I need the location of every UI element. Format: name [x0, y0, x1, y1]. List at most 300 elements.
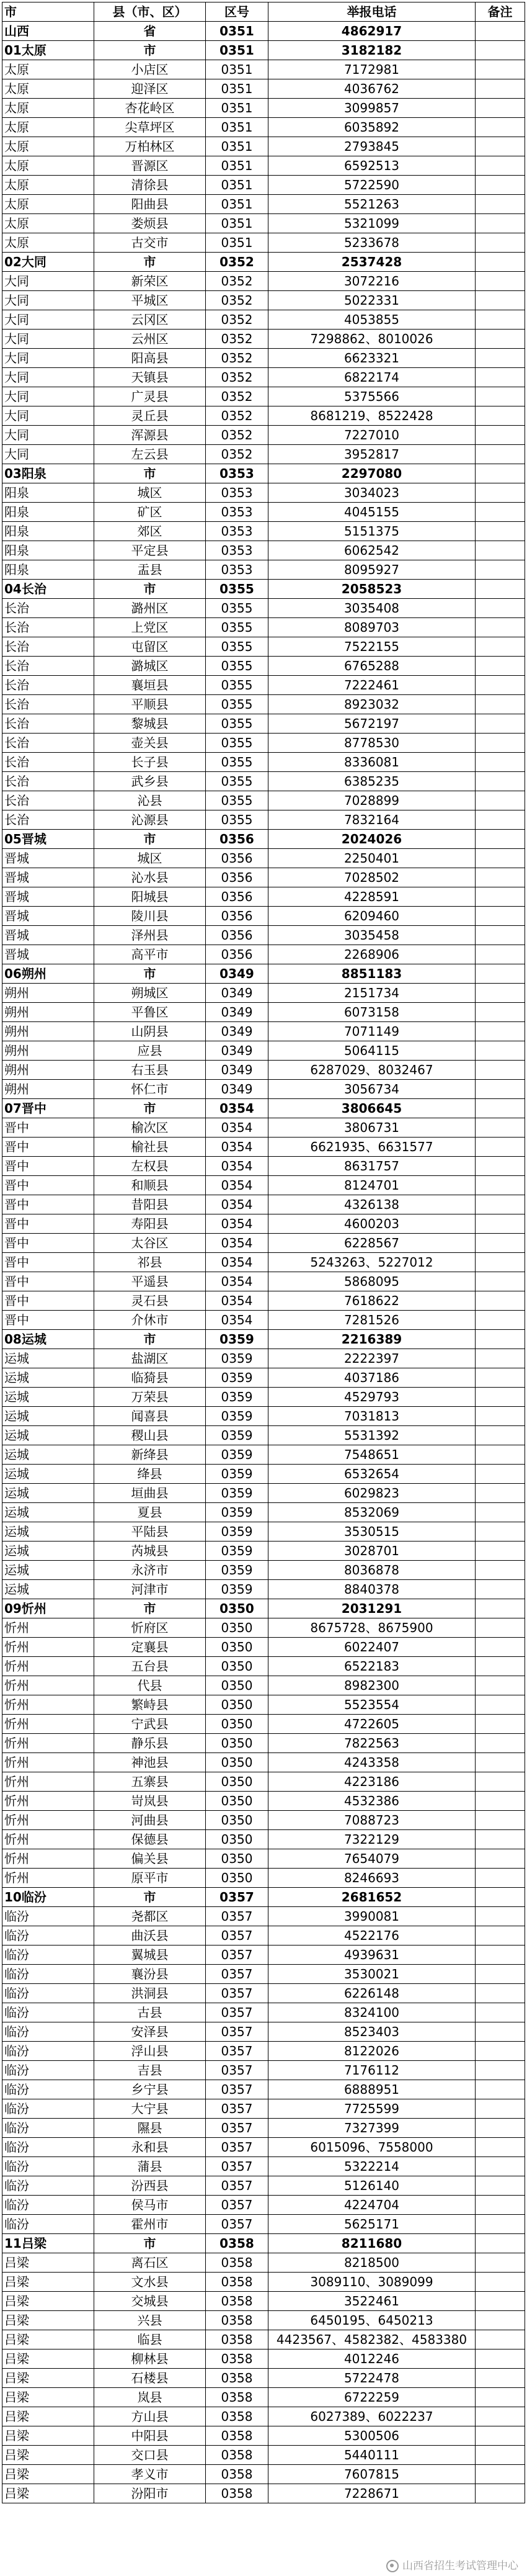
county-cell: 介休市 [94, 1311, 206, 1330]
city-cell: 晋城 [2, 868, 94, 887]
area-code-cell: 0355 [206, 657, 268, 676]
city-cell: 晋城 [2, 849, 94, 868]
city-cell: 吕梁 [2, 2349, 94, 2369]
report-phone-cell: 3990081 [268, 1907, 476, 1926]
table-row [2, 1465, 525, 1484]
city-cell: 运城 [2, 1484, 94, 1503]
county-cell: 临县 [94, 2330, 206, 2349]
county-cell: 夏县 [94, 1503, 206, 1522]
report-phone-cell: 4326138 [268, 1195, 476, 1214]
city-cell: 朔州 [2, 984, 94, 1003]
remark-cell [476, 1368, 525, 1388]
report-phone-cell: 3522461 [268, 2292, 476, 2311]
county-cell: 平顺县 [94, 695, 206, 714]
county-cell: 保德县 [94, 1830, 206, 1849]
report-phone-cell: 6022407 [268, 1638, 476, 1657]
city-cell: 忻州 [2, 1695, 94, 1715]
report-phone-cell: 5243263、5227012 [268, 1253, 476, 1272]
city-cell: 晋中 [2, 1176, 94, 1195]
header-area-code: 区号 [206, 2, 268, 22]
county-cell: 大宁县 [94, 2099, 206, 2119]
county-cell: 襄垣县 [94, 676, 206, 695]
table-row [2, 2138, 525, 2157]
county-cell: 灵丘县 [94, 406, 206, 426]
city-cell: 忻州 [2, 1849, 94, 1869]
city-cell: 大同 [2, 330, 94, 349]
city-cell: 运城 [2, 1368, 94, 1388]
county-cell: 潞城区 [94, 657, 206, 676]
city-cell: 长治 [2, 772, 94, 791]
report-phone-cell: 6722259 [268, 2388, 476, 2407]
report-phone-cell: 2151734 [268, 984, 476, 1003]
report-phone-cell: 7725599 [268, 2099, 476, 2119]
city-cell: 10临汾 [2, 1888, 94, 1907]
city-cell: 晋中 [2, 1157, 94, 1176]
report-phone-cell: 7548651 [268, 1445, 476, 1465]
remark-cell [476, 2311, 525, 2330]
report-phone-cell: 7822563 [268, 1734, 476, 1753]
report-phone-cell: 8523403 [268, 2022, 476, 2042]
table-row [2, 60, 525, 79]
county-cell: 永济市 [94, 1561, 206, 1580]
report-phone-cell: 7222461 [268, 676, 476, 695]
city-cell: 吕梁 [2, 2273, 94, 2292]
table-row [2, 2061, 525, 2080]
table-row [2, 214, 525, 233]
city-cell: 运城 [2, 1561, 94, 1580]
table-row [2, 2484, 525, 2503]
report-phone-cell: 5321099 [268, 214, 476, 233]
area-code-cell: 0358 [206, 2349, 268, 2369]
table-row [2, 1041, 525, 1061]
area-code-cell: 0355 [206, 580, 268, 599]
city-cell: 吕梁 [2, 2407, 94, 2426]
remark-cell [476, 156, 525, 176]
table-row [2, 695, 525, 714]
area-code-cell: 0349 [206, 1003, 268, 1022]
area-code-cell: 0354 [206, 1311, 268, 1330]
remark-cell [476, 887, 525, 907]
county-cell: 右玉县 [94, 1061, 206, 1080]
city-summary-row [2, 964, 525, 984]
area-code-cell: 0354 [206, 1176, 268, 1195]
table-row [2, 1965, 525, 1984]
city-cell: 晋中 [2, 1311, 94, 1330]
county-cell: 广灵县 [94, 387, 206, 406]
report-phone-cell: 8851183 [268, 964, 476, 984]
county-cell: 浑源县 [94, 426, 206, 445]
city-cell: 太原 [2, 99, 94, 118]
table-row [2, 2407, 525, 2426]
remark-cell [476, 734, 525, 753]
county-cell: 兴县 [94, 2311, 206, 2330]
report-phone-cell: 8089703 [268, 618, 476, 637]
remark-cell [476, 22, 525, 41]
report-phone-cell: 6765288 [268, 657, 476, 676]
area-code-cell: 0357 [206, 2022, 268, 2042]
area-code-cell: 0354 [206, 1214, 268, 1234]
remark-cell [476, 2273, 525, 2292]
remark-cell [476, 1041, 525, 1061]
county-cell: 万柏林区 [94, 137, 206, 156]
remark-cell [476, 60, 525, 79]
area-code-cell: 0350 [206, 1830, 268, 1849]
county-cell: 平定县 [94, 541, 206, 560]
table-row [2, 1638, 525, 1657]
report-phone-cell: 2268906 [268, 945, 476, 964]
city-cell: 运城 [2, 1388, 94, 1407]
city-cell: 大同 [2, 368, 94, 387]
report-phone-cell: 2058523 [268, 580, 476, 599]
city-cell: 吕梁 [2, 2446, 94, 2465]
remark-cell [476, 1792, 525, 1811]
table-row [2, 233, 525, 253]
report-phone-cell: 5375566 [268, 387, 476, 406]
table-row [2, 791, 525, 810]
remark-cell [476, 2061, 525, 2080]
city-cell: 09忻州 [2, 1599, 94, 1618]
county-cell: 市 [94, 41, 206, 60]
report-phone-cell: 6209460 [268, 907, 476, 926]
area-code-cell: 0355 [206, 695, 268, 714]
county-cell: 市 [94, 1888, 206, 1907]
city-cell: 临汾 [2, 2119, 94, 2138]
county-cell: 左云县 [94, 445, 206, 464]
table-row [2, 2119, 525, 2138]
area-code-cell: 0356 [206, 830, 268, 849]
remark-cell [476, 1561, 525, 1580]
city-cell: 忻州 [2, 1734, 94, 1753]
area-code-cell: 0351 [206, 156, 268, 176]
city-cell: 太原 [2, 176, 94, 195]
city-cell: 忻州 [2, 1657, 94, 1676]
area-code-cell: 0358 [206, 2253, 268, 2273]
report-phone-cell: 8218500 [268, 2253, 476, 2273]
table-row [2, 137, 525, 156]
table-row [2, 2446, 525, 2465]
remark-cell [476, 1849, 525, 1869]
remark-cell [476, 1388, 525, 1407]
report-phone-cell: 5233678 [268, 233, 476, 253]
city-cell: 04长治 [2, 580, 94, 599]
report-phone-cell: 7228671 [268, 2484, 476, 2503]
area-code-cell: 0355 [206, 772, 268, 791]
report-phone-cell: 8840378 [268, 1580, 476, 1599]
table-row [2, 445, 525, 464]
county-cell: 太谷区 [94, 1234, 206, 1253]
table-row [2, 1811, 525, 1830]
remark-cell [476, 1618, 525, 1638]
table-row [2, 2157, 525, 2176]
area-code-cell: 0357 [206, 1945, 268, 1965]
table-row [2, 1772, 525, 1792]
report-phone-cell: 7028899 [268, 791, 476, 810]
report-phone-cell: 8532069 [268, 1503, 476, 1522]
area-code-cell: 0356 [206, 868, 268, 887]
county-cell: 城区 [94, 849, 206, 868]
table-row [2, 99, 525, 118]
area-code-cell: 0354 [206, 1099, 268, 1118]
report-phone-cell: 5440111 [268, 2446, 476, 2465]
area-code-cell: 0350 [206, 1869, 268, 1888]
area-code-cell: 0352 [206, 387, 268, 406]
county-cell: 尧都区 [94, 1907, 206, 1926]
city-cell: 临汾 [2, 2157, 94, 2176]
city-cell: 阳泉 [2, 483, 94, 503]
city-cell: 长治 [2, 791, 94, 810]
city-cell: 05晋城 [2, 830, 94, 849]
report-phone-cell: 6035892 [268, 118, 476, 137]
area-code-cell: 0352 [206, 310, 268, 330]
remark-cell [476, 1753, 525, 1772]
area-code-cell: 0358 [206, 2330, 268, 2349]
remark-cell [476, 560, 525, 580]
table-row [2, 272, 525, 291]
report-phone-cell: 5022331 [268, 291, 476, 310]
city-cell: 临汾 [2, 2176, 94, 2196]
city-cell: 运城 [2, 1407, 94, 1426]
county-cell: 侯马市 [94, 2196, 206, 2215]
county-cell: 安泽县 [94, 2022, 206, 2042]
area-code-cell: 0358 [206, 2388, 268, 2407]
area-code-cell: 0355 [206, 618, 268, 637]
table-row [2, 2022, 525, 2042]
remark-cell [476, 2484, 525, 2503]
area-code-cell: 0357 [206, 2003, 268, 2022]
report-phone-cell: 8681219、8522428 [268, 406, 476, 426]
area-code-cell: 0359 [206, 1561, 268, 1580]
remark-cell [476, 695, 525, 714]
wechat-account-icon [386, 2560, 399, 2572]
remark-cell [476, 1503, 525, 1522]
county-cell: 汾西县 [94, 2176, 206, 2196]
remark-cell [476, 772, 525, 791]
area-code-cell: 0350 [206, 1657, 268, 1676]
area-code-cell: 0355 [206, 734, 268, 753]
table-row [2, 2003, 525, 2022]
remark-cell [476, 1830, 525, 1849]
remark-cell [476, 1772, 525, 1792]
table-row [2, 1118, 525, 1138]
report-phone-cell: 6623321 [268, 349, 476, 368]
report-phone-cell: 4224704 [268, 2196, 476, 2215]
table-row [2, 2273, 525, 2292]
remark-cell [476, 637, 525, 657]
county-cell: 离石区 [94, 2253, 206, 2273]
remark-cell [476, 1080, 525, 1099]
city-cell: 06朔州 [2, 964, 94, 984]
county-cell: 泽州县 [94, 926, 206, 945]
table-row [2, 1426, 525, 1445]
table-row [2, 1272, 525, 1291]
area-code-cell: 0354 [206, 1272, 268, 1291]
remark-cell [476, 2407, 525, 2426]
city-cell: 阳泉 [2, 522, 94, 541]
area-code-cell: 0350 [206, 1753, 268, 1772]
county-cell: 市 [94, 464, 206, 483]
area-code-cell: 0355 [206, 676, 268, 695]
remark-cell [476, 483, 525, 503]
area-code-cell: 0352 [206, 368, 268, 387]
city-summary-row [2, 1099, 525, 1118]
report-phone-cell: 7031813 [268, 1407, 476, 1426]
report-phone-cell: 5868095 [268, 1272, 476, 1291]
area-code-cell: 0350 [206, 1638, 268, 1657]
area-code-cell: 0354 [206, 1234, 268, 1253]
city-cell: 临汾 [2, 2196, 94, 2215]
area-code-cell: 0359 [206, 1503, 268, 1522]
county-cell: 永和县 [94, 2138, 206, 2157]
report-phone-cell: 6015096、7558000 [268, 2138, 476, 2157]
county-cell: 平鲁区 [94, 1003, 206, 1022]
area-code-cell: 0351 [206, 79, 268, 99]
table-row [2, 1503, 525, 1522]
county-cell: 矿区 [94, 503, 206, 522]
remark-cell [476, 195, 525, 214]
table-row [2, 1907, 525, 1926]
table-row [2, 406, 525, 426]
remark-cell [476, 2157, 525, 2176]
county-cell: 蒲县 [94, 2157, 206, 2176]
city-cell: 晋中 [2, 1253, 94, 1272]
city-cell: 吕梁 [2, 2369, 94, 2388]
report-phone-cell: 4939631 [268, 1945, 476, 1965]
county-cell: 省 [94, 22, 206, 41]
area-code-cell: 0356 [206, 849, 268, 868]
city-summary-row [2, 1330, 525, 1349]
report-phone-cell: 8122026 [268, 2042, 476, 2061]
remark-cell [476, 41, 525, 60]
area-code-cell: 0350 [206, 1772, 268, 1792]
table-row [2, 753, 525, 772]
remark-cell [476, 1138, 525, 1157]
report-phone-cell: 6450195、6450213 [268, 2311, 476, 2330]
county-cell: 上党区 [94, 618, 206, 637]
report-phone-cell: 7028502 [268, 868, 476, 887]
remark-cell [476, 2369, 525, 2388]
area-code-cell: 0351 [206, 214, 268, 233]
city-summary-row [2, 22, 525, 41]
remark-cell [476, 1445, 525, 1465]
county-cell: 市 [94, 580, 206, 599]
remark-cell [476, 387, 525, 406]
table-row [2, 984, 525, 1003]
remark-cell [476, 2426, 525, 2446]
county-cell: 市 [94, 830, 206, 849]
area-code-cell: 0359 [206, 1407, 268, 1426]
county-cell: 朔城区 [94, 984, 206, 1003]
area-code-cell: 0357 [206, 2080, 268, 2099]
city-cell: 运城 [2, 1580, 94, 1599]
city-cell: 临汾 [2, 1984, 94, 2003]
table-row [2, 426, 525, 445]
area-code-cell: 0359 [206, 1465, 268, 1484]
table-row [2, 1792, 525, 1811]
remark-cell [476, 1003, 525, 1022]
remark-cell [476, 2003, 525, 2022]
area-code-cell: 0353 [206, 560, 268, 580]
remark-cell [476, 176, 525, 195]
area-code-cell: 0358 [206, 2426, 268, 2446]
area-code-cell: 0357 [206, 1984, 268, 2003]
city-cell: 长治 [2, 657, 94, 676]
table-row [2, 1676, 525, 1695]
report-phone-cell: 5722590 [268, 176, 476, 195]
area-code-cell: 0357 [206, 2215, 268, 2234]
report-phone-cell: 8246693 [268, 1869, 476, 1888]
area-code-cell: 0350 [206, 1811, 268, 1830]
city-summary-row [2, 580, 525, 599]
area-code-cell: 0358 [206, 2292, 268, 2311]
remark-cell [476, 1580, 525, 1599]
table-row [2, 1214, 525, 1234]
remark-cell [476, 1465, 525, 1484]
city-cell: 大同 [2, 445, 94, 464]
remark-cell [476, 868, 525, 887]
county-cell: 垣曲县 [94, 1484, 206, 1503]
table-row [2, 1849, 525, 1869]
area-code-cell: 0354 [206, 1118, 268, 1138]
area-code-cell: 0358 [206, 2407, 268, 2426]
table-row [2, 676, 525, 695]
report-phone-cell: 4223186 [268, 1772, 476, 1792]
report-phone-cell: 2681652 [268, 1888, 476, 1907]
county-cell: 繁峙县 [94, 1695, 206, 1715]
county-cell: 襄汾县 [94, 1965, 206, 1984]
table-row [2, 772, 525, 791]
remark-cell [476, 2119, 525, 2138]
report-phone-cell: 5672197 [268, 714, 476, 734]
table-row [2, 291, 525, 310]
area-code-cell: 0353 [206, 541, 268, 560]
area-code-cell: 0351 [206, 60, 268, 79]
remark-cell [476, 2080, 525, 2099]
remark-cell [476, 1926, 525, 1945]
table-row [2, 1926, 525, 1945]
remark-cell [476, 714, 525, 734]
area-code-cell: 0352 [206, 291, 268, 310]
report-phone-cell: 6062542 [268, 541, 476, 560]
table-row [2, 1407, 525, 1426]
city-cell: 忻州 [2, 1792, 94, 1811]
city-cell: 忻州 [2, 1869, 94, 1888]
remark-cell [476, 1311, 525, 1330]
table-row [2, 310, 525, 330]
city-cell: 山西 [2, 22, 94, 41]
report-phone-cell: 4036762 [268, 79, 476, 99]
report-phone-cell: 3530515 [268, 1522, 476, 1542]
report-phone-cell: 8036878 [268, 1561, 476, 1580]
area-code-cell: 0357 [206, 2157, 268, 2176]
table-row [2, 1734, 525, 1753]
city-cell: 吕梁 [2, 2388, 94, 2407]
county-cell: 昔阳县 [94, 1195, 206, 1214]
remark-cell [476, 1522, 525, 1542]
county-cell: 应县 [94, 1041, 206, 1061]
report-phone-cell: 5151375 [268, 522, 476, 541]
city-cell: 大同 [2, 406, 94, 426]
report-phone-cell: 8982300 [268, 1676, 476, 1695]
report-phone-cell: 8336081 [268, 753, 476, 772]
city-cell: 大同 [2, 426, 94, 445]
report-phone-cell: 8778530 [268, 734, 476, 753]
remark-cell [476, 1176, 525, 1195]
city-cell: 临汾 [2, 2061, 94, 2080]
table-row [2, 1522, 525, 1542]
remark-cell [476, 849, 525, 868]
city-cell: 太原 [2, 137, 94, 156]
county-cell: 清徐县 [94, 176, 206, 195]
